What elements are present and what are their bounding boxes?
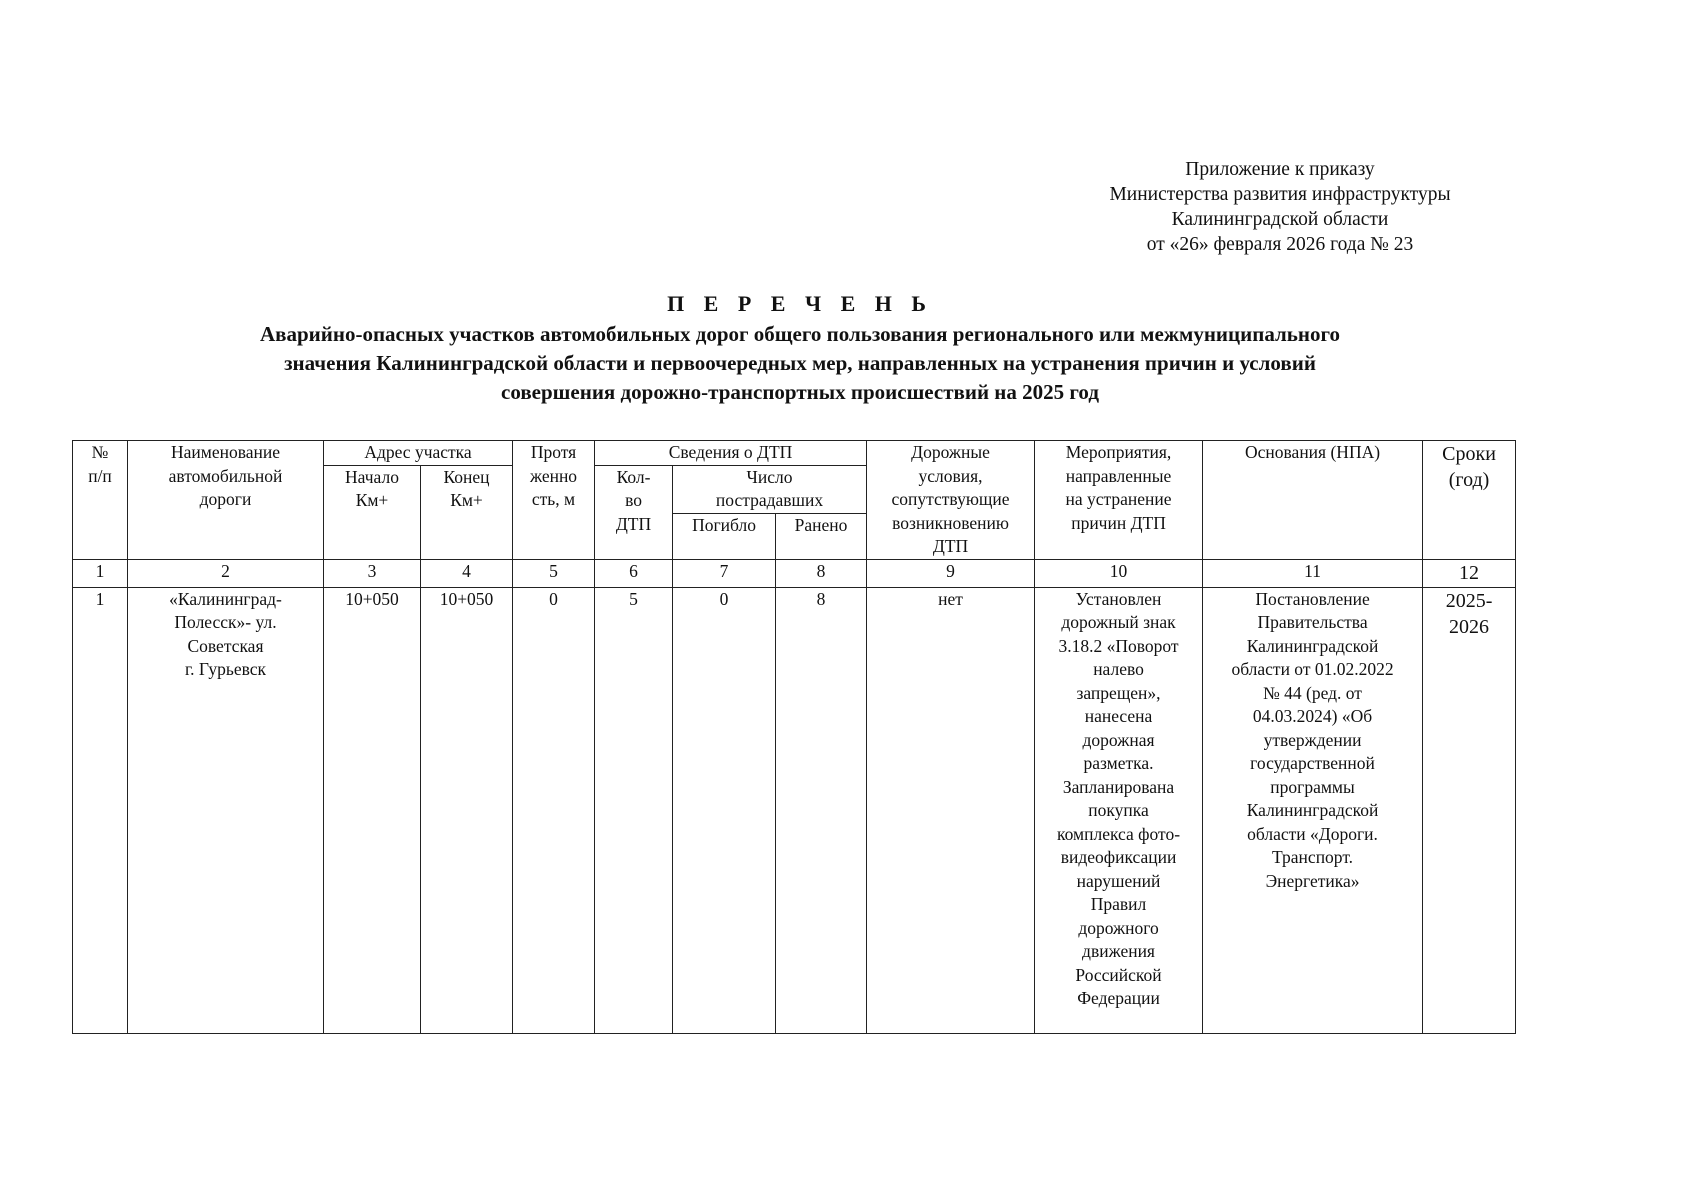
header-end: Конец Км+ <box>421 465 513 559</box>
header-start: Начало Км+ <box>324 465 421 559</box>
appendix-line: Приложение к приказу <box>1185 159 1375 180</box>
column-number: 5 <box>513 559 595 587</box>
row-end: 10+050 <box>421 587 513 1033</box>
row-length: 0 <box>513 587 595 1033</box>
header-measures: Мероприятия, направленные на устранение причин ДТП <box>1035 441 1203 560</box>
subtitle-line: Аварийно-опасных участков автомобильных дорог общего пользования регионального или межмуниципального <box>259 322 1341 346</box>
row-injured: 8 <box>776 587 867 1033</box>
document-title <box>70 290 1530 407</box>
column-number-row <box>73 559 1516 587</box>
row-road: «Калининград- Полесск»- ул. Советская г. Гурьевск <box>128 587 324 1033</box>
header-length: Протя женно сть, м <box>513 441 595 560</box>
column-number: 7 <box>673 559 776 587</box>
row-conditions: нет <box>867 587 1035 1033</box>
title-subtitle <box>70 320 1530 407</box>
appendix-line: от «26» февраля 2026 года № 23 <box>1146 234 1414 255</box>
appendix-note <box>1040 157 1520 257</box>
row-measures: Установлен дорожный знак 3.18.2 «Поворот налево запрещен», нанесена дорожная разметка. Запланирована покупка комплекса фото- видеофиксации нарушений Правил дорожного движения Российской Федерации <box>1035 587 1203 1033</box>
hazard-sections-table <box>72 440 1516 1034</box>
column-number: 4 <box>421 559 513 587</box>
header-num: № п/п <box>73 441 128 560</box>
column-number: 9 <box>867 559 1035 587</box>
header-road: Наименование автомобильной дороги <box>128 441 324 560</box>
column-number: 11 <box>1203 559 1423 587</box>
header-dtp-info: Сведения о ДТП <box>595 441 867 466</box>
row-num: 1 <box>73 587 128 1033</box>
header-injured: Ранено <box>776 513 867 559</box>
subtitle-line: значения Калининградской области и первоочередных мер, направленных на устранения причин и условий <box>284 351 1316 375</box>
appendix-line: Калининградской области <box>1171 209 1389 230</box>
header-count: Кол- во ДТП <box>595 465 673 559</box>
row-terms: 2025- 2026 <box>1423 587 1516 1033</box>
column-number: 1 <box>73 559 128 587</box>
row-count: 5 <box>595 587 673 1033</box>
appendix-line: Министерства развития инфраструктуры <box>1109 184 1451 205</box>
header-terms: Сроки (год) <box>1423 441 1516 560</box>
column-number: 12 <box>1423 559 1516 587</box>
title-word: П Е Р Е Ч Е Н Ь <box>667 291 933 316</box>
subtitle-line: совершения дорожно-транспортных происшествий на 2025 год <box>501 380 1099 404</box>
table-row <box>73 587 1516 1033</box>
column-number: 10 <box>1035 559 1203 587</box>
column-number: 6 <box>595 559 673 587</box>
header-conditions: Дорожные условия, сопутствующие возникновению ДТП <box>867 441 1035 560</box>
header-address: Адрес участка <box>324 441 513 466</box>
column-number: 8 <box>776 559 867 587</box>
column-number: 2 <box>128 559 324 587</box>
header-row-1 <box>73 441 1516 466</box>
row-basis: Постановление Правительства Калининградской области от 01.02.2022 № 44 (ред. от 04.03.2024) «Об утверждении государственной программы Калининградской области «Дороги. Транспорт. Энергетика» <box>1203 587 1423 1033</box>
row-killed: 0 <box>673 587 776 1033</box>
column-number: 3 <box>324 559 421 587</box>
header-basis: Основания (НПА) <box>1203 441 1423 560</box>
row-start: 10+050 <box>324 587 421 1033</box>
header-killed: Погибло <box>673 513 776 559</box>
header-victims: Число пострадавших <box>673 465 867 513</box>
